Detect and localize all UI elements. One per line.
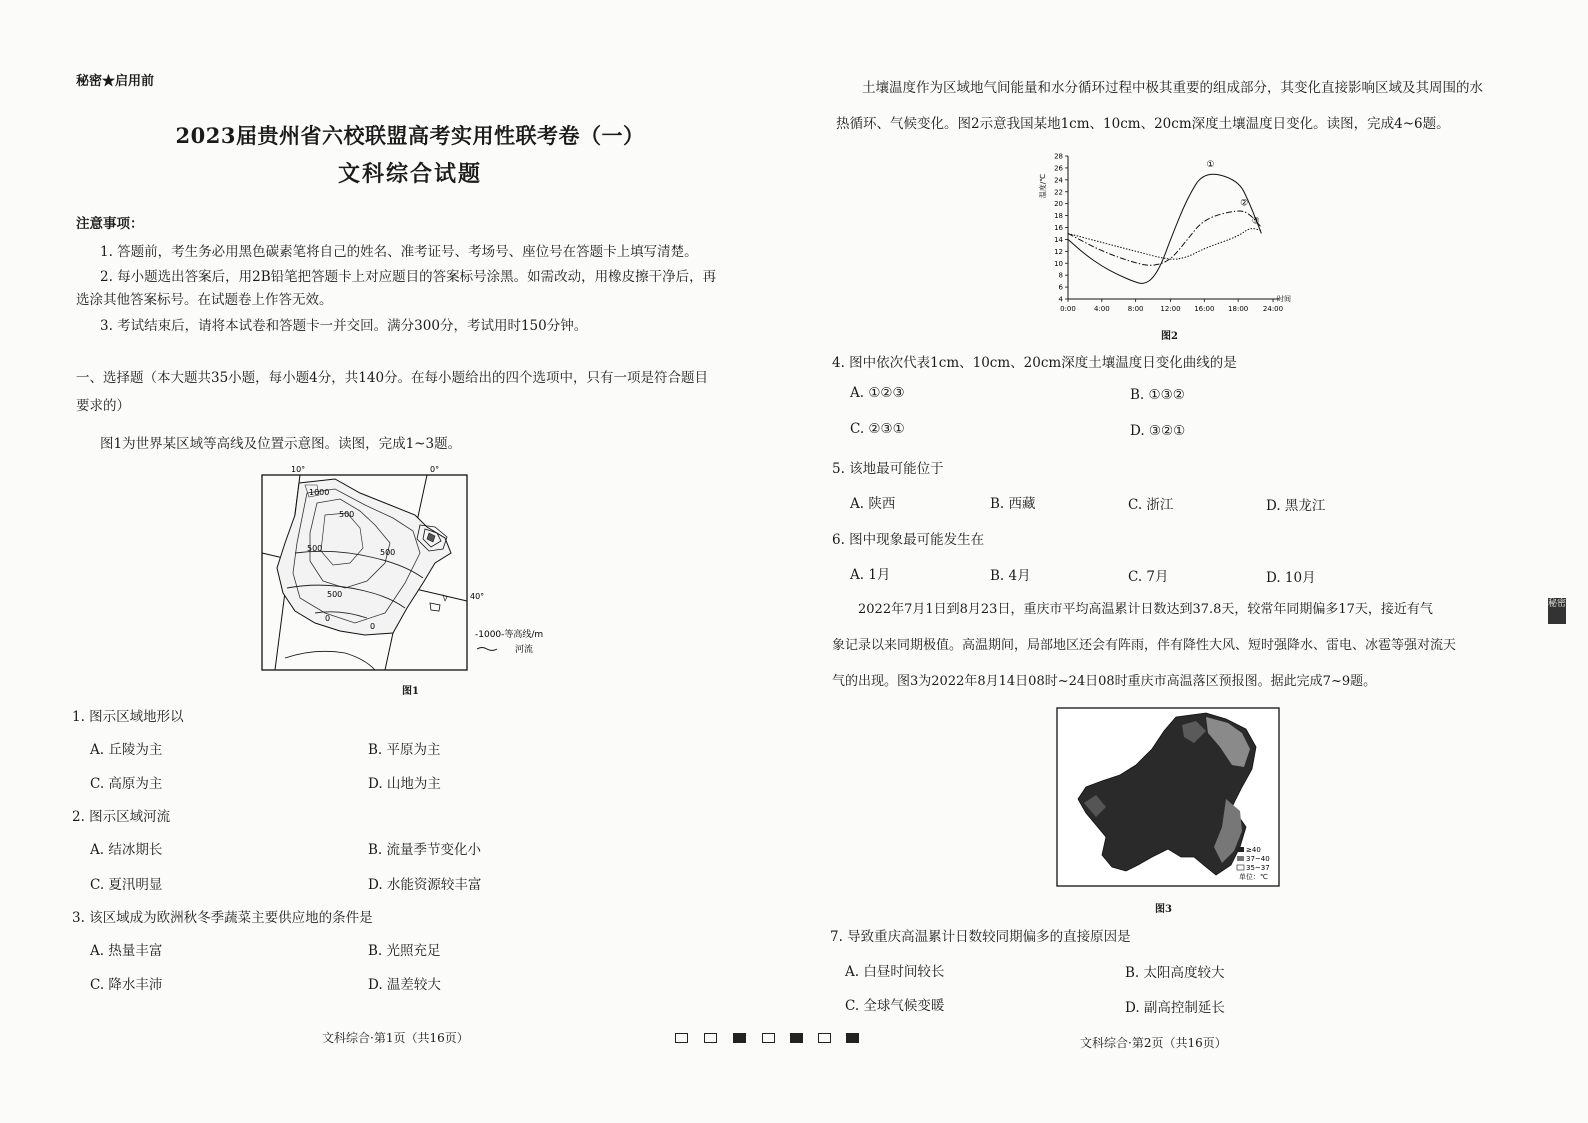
intro-fig3-line1: 2022年7月1日到8月23日，重庆市平均高温累计日数达到37.8天，较常年同期偏多17天，接近有气 (858, 602, 1433, 617)
fig3-caption: 图3 (1155, 904, 1172, 915)
scan-mark (704, 1033, 717, 1043)
exam-title: 2023届贵州省六校联盟高考实用性联考卷（一） (175, 123, 645, 148)
intro-fig3-line3: 气的出现。图3为2022年8月14日08时~24日08时重庆市高温落区预报图。据此完成7~9题。 (832, 674, 1377, 689)
y-tick-label: 10 (1054, 259, 1063, 268)
q6-option-c[interactable]: C. 7月 (1128, 569, 1169, 585)
y-tick-label: 18 (1054, 212, 1063, 221)
contour-label-1000: 1000 (309, 488, 330, 497)
scan-mark (846, 1033, 859, 1043)
q2-option-b[interactable]: B. 流量季节变化小 (368, 842, 482, 858)
series-line-1 (1068, 174, 1261, 283)
side-tab: 秘密 (1548, 598, 1566, 624)
q7-stem: 7. 导致重庆高温累计日数较同期偏多的直接原因是 (830, 929, 1131, 945)
y-tick-label: 28 (1054, 152, 1063, 161)
figure-1-map (255, 463, 555, 681)
contour-label-500d: 500 (327, 590, 343, 599)
series-label-1: ① (1206, 159, 1215, 170)
scan-mark (675, 1033, 688, 1043)
x-tick-label: 8:00 (1127, 305, 1144, 313)
q3-stem: 3. 该区域成为欧洲秋冬季蔬菜主要供应地的条件是 (72, 910, 373, 926)
q6-option-d[interactable]: D. 10月 (1266, 570, 1316, 586)
q2-option-c[interactable]: C. 夏汛明显 (90, 877, 163, 893)
q2-option-a[interactable]: A. 结冰期长 (90, 842, 163, 858)
notice-item-2-cont: 选涂其他答案标号。在试题卷上作答无效。 (76, 292, 333, 308)
notice-item-1: 1. 答题前，考生务必用黑色碳素笔将自己的姓名、准考证号、考场号、座位号在答题卡上填写清楚。 (100, 244, 698, 260)
q7-option-c[interactable]: C. 全球气候变暖 (845, 998, 945, 1014)
scan-mark (733, 1033, 746, 1043)
q4-option-b[interactable]: B. ①③② (1130, 387, 1185, 403)
q3-option-c[interactable]: C. 降水丰沛 (90, 977, 163, 993)
y-tick-label: 6 (1058, 283, 1063, 292)
contour-label-500b: 500 (307, 544, 323, 553)
fig2-caption: 图2 (1161, 331, 1178, 342)
q3-option-a[interactable]: A. 热量丰富 (90, 943, 163, 959)
q1-option-c[interactable]: C. 高原为主 (90, 776, 163, 792)
series-label-2: ② (1240, 198, 1249, 209)
fig3-legend-2: 37~40 (1246, 855, 1270, 863)
y-tick-label: 8 (1058, 271, 1063, 280)
scan-mark (790, 1033, 803, 1043)
y-tick-label: 14 (1054, 235, 1063, 244)
q7-option-b[interactable]: B. 太阳高度较大 (1125, 965, 1225, 981)
q1-stem: 1. 图示区域地形以 (72, 709, 184, 725)
y-tick-label: 20 (1054, 200, 1063, 209)
x-axis-label: 时间 (1277, 295, 1291, 303)
q5-option-d[interactable]: D. 黑龙江 (1266, 498, 1326, 514)
q2-stem: 2. 图示区域河流 (72, 809, 171, 825)
q1-option-d[interactable]: D. 山地为主 (368, 776, 441, 792)
contour-label-500c: 500 (380, 548, 396, 557)
y-axis-label: 温度/℃ (1039, 173, 1047, 199)
lon-label-0: 0° (430, 465, 440, 474)
section-heading-cont: 要求的） (76, 398, 130, 414)
intro-fig1: 图1为世界某区域等高线及位置示意图。读图，完成1~3题。 (100, 436, 462, 452)
q5-option-c[interactable]: C. 浙江 (1128, 497, 1174, 513)
secret-label: 秘密★启用前 (76, 74, 155, 89)
fig3-legend-unit: 单位：℃ (1239, 873, 1268, 881)
legend-swatch-light (1237, 865, 1244, 870)
x-tick-label: 16:00 (1194, 305, 1215, 313)
scan-mark (818, 1033, 831, 1043)
legend-river: 河流 (515, 645, 534, 655)
notice-item-3: 3. 考试结束后，请将本试卷和答题卡一并交回。满分300分，考试用时150分钟。 (100, 318, 588, 334)
intro-fig2-line1: 土壤温度作为区域地气间能量和水分循环过程中极其重要的组成部分，其变化直接影响区域及其周围的水 (862, 80, 1483, 96)
exam-subtitle: 文科综合试题 (337, 161, 482, 187)
figure-3-map (1056, 707, 1281, 889)
q3-option-d[interactable]: D. 温差较大 (368, 977, 441, 993)
figure-2-chart (1035, 148, 1315, 328)
q5-stem: 5. 该地最可能位于 (832, 461, 944, 477)
intro-fig2-line2: 热循环、气候变化。图2示意我国某地1cm、10cm、20cm深度土壤温度日变化。读图，完成4~6题。 (836, 116, 1450, 132)
q7-option-a[interactable]: A. 白昼时间较长 (845, 964, 945, 980)
legend-swatch-mid (1237, 856, 1244, 861)
series-label-3: ③ (1251, 216, 1260, 227)
legend-swatch-dark (1237, 847, 1244, 852)
q5-option-a[interactable]: A. 陕西 (850, 496, 896, 512)
q1-option-b[interactable]: B. 平原为主 (368, 742, 441, 758)
footer-page-2: 文科综合·第2页（共16页） (1080, 1036, 1227, 1050)
x-tick-label: 4:00 (1093, 305, 1110, 313)
fig3-legend-1: ≥40 (1246, 846, 1261, 854)
lon-label-10: 10° (291, 465, 306, 474)
x-tick-label: 18:00 (1228, 305, 1249, 313)
q4-stem: 4. 图中依次代表1cm、10cm、20cm深度土壤温度日变化曲线的是 (832, 355, 1237, 371)
footer-page-1: 文科综合·第1页（共16页） (322, 1031, 469, 1045)
q7-option-d[interactable]: D. 副高控制延长 (1125, 1000, 1225, 1016)
section-heading: 一、选择题（本大题共35小题，每小题4分，共140分。在每小题给出的四个选项中，只有一项是符合题目 (76, 370, 709, 386)
intro-fig3-line2: 象记录以来同期极值。高温期间，局部地区还会有阵雨，伴有降性大风、短时强降水、雷电、冰雹等强对流天 (832, 638, 1457, 653)
q6-stem: 6. 图中现象最可能发生在 (832, 532, 985, 548)
q4-option-a[interactable]: A. ①②③ (850, 385, 905, 401)
lat-label-40: 40° (470, 592, 485, 601)
contour-label-0a: 0 (325, 614, 331, 623)
q5-option-b[interactable]: B. 西藏 (990, 496, 1036, 512)
y-tick-label: 16 (1054, 224, 1063, 232)
q6-option-b[interactable]: B. 4月 (990, 568, 1031, 584)
q4-option-d[interactable]: D. ③②① (1130, 423, 1186, 439)
x-tick-label: 12:00 (1160, 305, 1181, 313)
q1-option-a[interactable]: A. 丘陵为主 (90, 742, 163, 758)
y-tick-label: 4 (1058, 295, 1063, 304)
x-tick-label: 0:00 (1060, 305, 1076, 313)
y-tick-label: 12 (1054, 247, 1063, 256)
fig3-legend-3: 35~37 (1246, 864, 1270, 872)
q6-option-a[interactable]: A. 1月 (850, 567, 891, 583)
legend-contour: -1000-等高线/m (475, 630, 544, 640)
contour-label-500a: 500 (339, 510, 355, 519)
y-tick-label: 26 (1054, 164, 1063, 173)
notice-heading: 注意事项： (76, 216, 144, 232)
q3-option-b[interactable]: B. 光照充足 (368, 943, 441, 959)
legend-river-symbol (477, 648, 497, 651)
x-tick-label: 24:00 (1262, 305, 1284, 313)
scan-mark (762, 1033, 775, 1043)
notice-item-2: 2. 每小题选出答案后，用2B铅笔把答题卡上对应题目的答案标号涂黑。如需改动，用橡皮擦干净后，再 (100, 269, 717, 285)
q2-option-d[interactable]: D. 水能资源较丰富 (368, 877, 482, 893)
y-tick-label: 22 (1054, 188, 1063, 197)
fig1-caption: 图1 (402, 686, 419, 697)
y-tick-label: 24 (1054, 176, 1063, 185)
q4-option-c[interactable]: C. ②③① (850, 421, 905, 437)
contour-label-0b: 0 (370, 622, 376, 631)
